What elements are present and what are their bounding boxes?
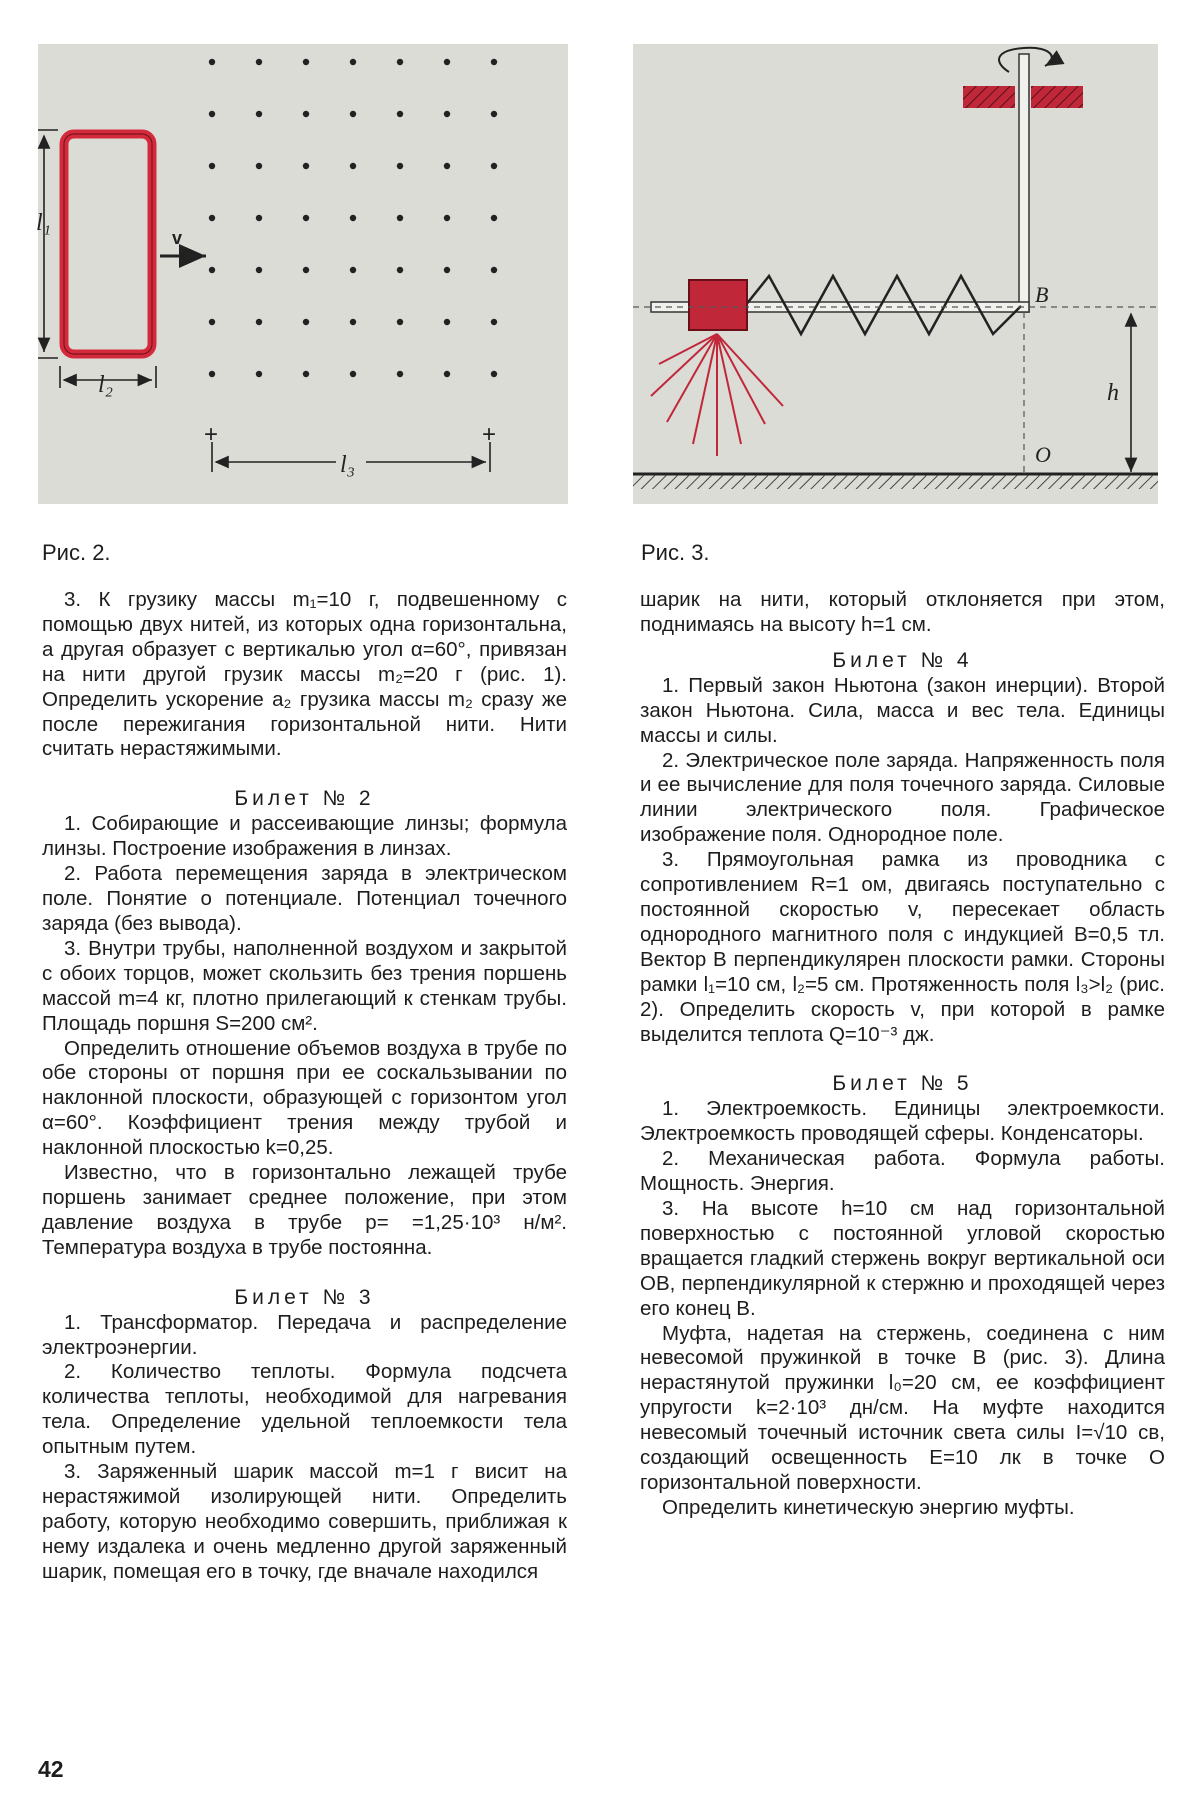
- bilet2-question-2: 2. Работа перемещения заряда в электрическом поле. Понятие о потенциале. Потенциал точечного заряда (без вывода).: [42, 862, 567, 935]
- left-column: [42, 588, 567, 1585]
- bilet2-question-1: 1. Собирающие и рассеивающие линзы; формула линзы. Построение изображения в линзах.: [42, 812, 567, 861]
- bilet3-title: Билет № 3: [234, 1285, 375, 1309]
- figure-3-caption: Рис. 3.: [641, 540, 710, 565]
- field-dot: [350, 267, 356, 273]
- field-dot: [397, 371, 403, 377]
- field-dot: [209, 59, 215, 65]
- field-dot: [209, 319, 215, 325]
- label-l2: l₂: [98, 372, 114, 398]
- field-dot: [256, 215, 262, 221]
- field-dot: [256, 163, 262, 169]
- field-dot: [397, 267, 403, 273]
- label-l1: l₁: [36, 210, 52, 236]
- field-dot: [303, 111, 309, 117]
- bilet2-question-3-part3: Известно, что в горизонтально лежащей трубе поршень занимает среднее положение, при этом давление воздуха в трубе p= =1,25·10³ н/м². Температура воздуха в трубе постоянна.: [42, 1161, 567, 1259]
- label-h: h: [1107, 380, 1119, 406]
- bilet5-question-3: 3. На высоте h=10 см над горизонтальной поверхностью с постоянной угловой скоростью вращается гладкий стержень вокруг вертикальной оси OB, перпендикулярной к стержню и проходящей через его конец B.: [640, 1197, 1165, 1320]
- light-rays: [651, 334, 783, 456]
- field-dot: [303, 267, 309, 273]
- bearing-left: [963, 86, 1015, 108]
- field-dot: [444, 267, 450, 273]
- field-dot: [350, 319, 356, 325]
- bilet4-title: Билет № 4: [832, 648, 973, 672]
- figure-2-caption: Рис. 2.: [42, 540, 111, 565]
- figure-2: [38, 44, 568, 504]
- coupling-light-source: [689, 280, 747, 330]
- field-dot: [303, 163, 309, 169]
- bilet4-question-3: 3. Прямоугольная рамка из проводника с сопротивлением R=1 ом, двигаясь поступательно с постоянной скоростью v, пересекает область однородного магнитного поля с индукцией B=0,5 тл. Вектор B перпендикулярен плоскости рамки. Стороны рамки l₁=10 см, l₂=5 см. Протяженность поля l₃>l₂ (рис. 2). Определить скорость v, при которой в рамке выделится теплота Q=10⁻³ дж.: [640, 848, 1165, 1046]
- figure-3-drawing: [633, 44, 1158, 504]
- bilet2-question-3-part2: Определить отношение объемов воздуха в трубе по обе стороны от поршня при ее соскальзывании по наклонной плоскости, образующей с горизонтом угол α=60°. Коэффициент трения между трубой и наклонной плоскостью k=0,25.: [42, 1036, 567, 1160]
- bilet3-question-1: 1. Трансформатор. Передача и распределение электроэнергии.: [42, 1310, 567, 1359]
- field-dot: [303, 215, 309, 221]
- vertical-shaft: [1019, 54, 1029, 312]
- field-dot: [256, 267, 262, 273]
- field-dot: [209, 267, 215, 273]
- label-B: B: [1035, 282, 1049, 307]
- field-dot: [209, 215, 215, 221]
- bilet2-title: Билет № 2: [234, 787, 375, 811]
- bilet5-question-2: 2. Механическая работа. Формула работы. Мощность. Энергия.: [640, 1147, 1165, 1196]
- field-dot: [491, 163, 497, 169]
- bilet4-question-2: 2. Электрическое поле заряда. Напряженность поля и ее вычисление для поля точечного заряда. Силовые линии электрического поля. Графическое изображение поля. Однородное поле.: [640, 748, 1165, 847]
- plus-mark-left: +: [204, 421, 219, 448]
- label-l3: l₃: [340, 452, 356, 478]
- bilet3-question-2: 2. Количество теплоты. Формула подсчета количества теплоты, необходимой для нагревания тела. Определение удельной теплоемкости тела опытным путем.: [42, 1360, 567, 1459]
- figure-3: [633, 44, 1158, 504]
- field-dot: [303, 319, 309, 325]
- bilet4-question-1: 1. Первый закон Ньютона (закон инерции). Второй закон Ньютона. Сила, масса и вес тела. Единицы массы и силы.: [640, 673, 1165, 747]
- bearing-right: [1031, 86, 1083, 108]
- field-dot: [491, 267, 497, 273]
- bilet5-question-3-part3: Определить кинетическую энергию муфты.: [662, 1495, 1075, 1519]
- bilet5-question-3-part2: Муфта, надетая на стержень, соединена с ним невесомой пружинкой в точке B (рис. 3). Длина нерастянутой пружинки l₀=20 см, ее коэффициент упругости k=2·10³ дн/см. На муфте находится невесомый точечный источник света силы I=√10 св, создающий освещенность E=10 лк в точке O горизонтальной поверхности.: [640, 1321, 1165, 1494]
- field-dot: [256, 319, 262, 325]
- field-dot: [444, 163, 450, 169]
- field-dot: [256, 59, 262, 65]
- field-dot: [397, 163, 403, 169]
- bilet5-title: Билет № 5: [832, 1072, 973, 1096]
- field-dot: [444, 111, 450, 117]
- conductor-frame: [64, 134, 152, 354]
- field-dot: [397, 111, 403, 117]
- right-column: [640, 588, 1165, 1521]
- bilet5-question-1: 1. Электроемкость. Единицы электроемкости. Электроемкость проводящей сферы. Конденсаторы.: [640, 1097, 1165, 1146]
- page-number: 42: [38, 1756, 64, 1782]
- field-dot: [303, 59, 309, 65]
- field-dot: [491, 215, 497, 221]
- field-dot: [209, 111, 215, 117]
- field-dot: [491, 371, 497, 377]
- field-dot: [303, 371, 309, 377]
- field-dot: [397, 319, 403, 325]
- bilet1-question-3: 3. К грузику массы m₁=10 г, подвешенному с помощью двух нитей, из которых одна горизонтальна, а другая образует с вертикалью угол α=60°, привязан на нити другой грузик массы m₂=20 г (рис. 1). Определить ускорение a₂ грузика массы m₂ сразу же после пережигания горизонтальной нити. Нити считать нерастяжимыми.: [42, 588, 567, 761]
- plus-mark-right: +: [482, 421, 497, 448]
- field-dot: [444, 215, 450, 221]
- field-dot: [491, 319, 497, 325]
- field-dot: [350, 371, 356, 377]
- field-dot: [350, 59, 356, 65]
- field-dot: [256, 371, 262, 377]
- field-dot: [397, 59, 403, 65]
- bilet3-question-3-continued: шарик на нити, который отклоняется при этом, поднимаясь на высоту h=1 см.: [640, 588, 1165, 636]
- label-v: v: [172, 228, 183, 248]
- bilet2-question-3: 3. Внутри трубы, наполненной воздухом и закрытой с обоих торцов, может скользить без трения поршень массой m=4 кг, плотно прилегающий к стенкам трубы. Площадь поршня S=200 см².: [42, 936, 567, 1035]
- magnetic-field-dots: [209, 59, 497, 377]
- label-O: O: [1035, 442, 1051, 467]
- conductor-frame-outline: [64, 134, 152, 354]
- field-dot: [444, 59, 450, 65]
- field-dot: [256, 111, 262, 117]
- field-dot: [397, 215, 403, 221]
- field-dot: [209, 371, 215, 377]
- field-dot: [444, 371, 450, 377]
- field-dot: [350, 163, 356, 169]
- floor-hatching: [633, 475, 1158, 489]
- field-dot: [444, 319, 450, 325]
- field-dot: [491, 111, 497, 117]
- field-dot: [350, 111, 356, 117]
- bilet3-question-3: 3. Заряженный шарик массой m=1 г висит на нерастяжимой изолирующей нити. Определить работу, которую необходимо совершить, приближая к нему издалека и очень медленно другой заряженный шарик, помещая его в точку, где вначале находился: [42, 1460, 567, 1583]
- figure-2-drawing: [38, 44, 568, 504]
- field-dot: [491, 59, 497, 65]
- field-dot: [350, 215, 356, 221]
- field-dot: [209, 163, 215, 169]
